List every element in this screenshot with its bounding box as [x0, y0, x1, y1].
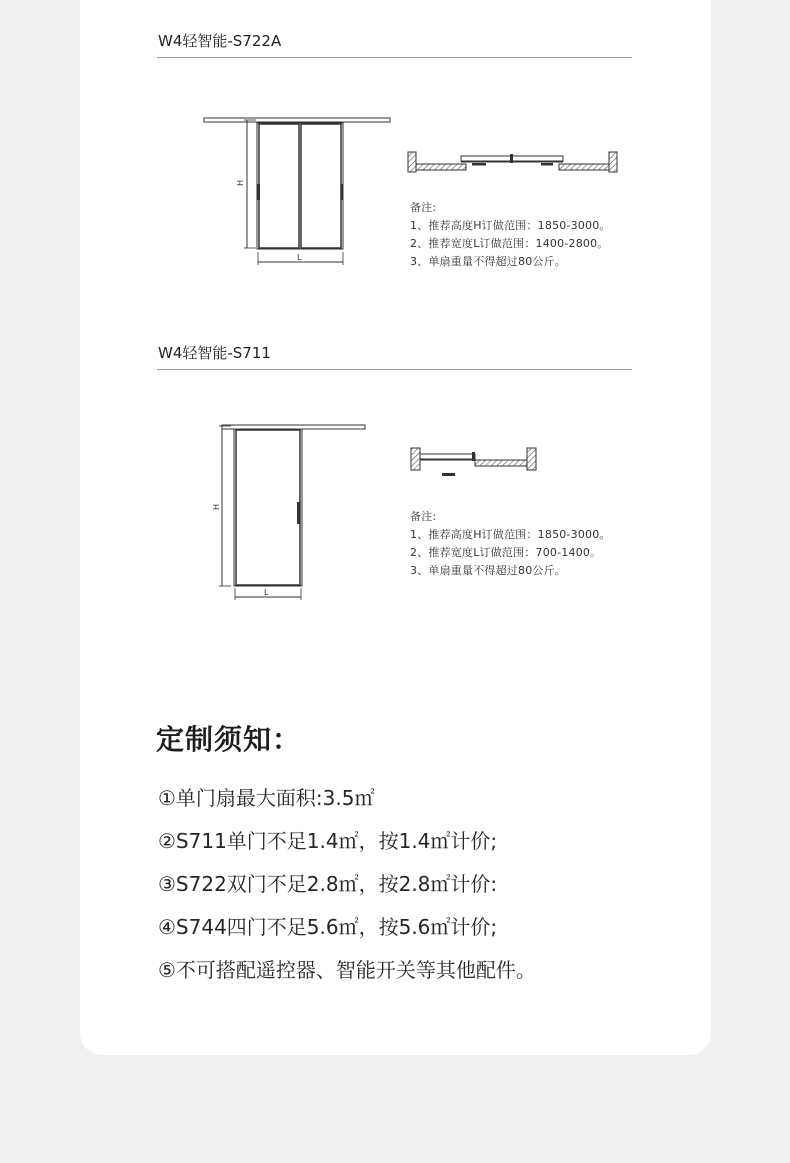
door-elevation-drawing-s711 [205, 420, 375, 605]
dim-l-label: L [297, 253, 302, 262]
note-line: 备注: [410, 201, 437, 214]
note-line: 1、推荐高度H订做范围：1850-3000。 [410, 219, 611, 232]
rule-item: ④S744四门不足5.6㎡，按5.6㎡计价; [158, 915, 498, 939]
dim-h-label: H [236, 179, 245, 186]
section-divider [157, 369, 632, 370]
note-line: 1、推荐高度H订做范围：1850-3000。 [410, 528, 611, 541]
note-line: 3、单扇重量不得超过80公斤。 [410, 564, 566, 577]
rule-item: ⑤不可搭配遥控器、智能开关等其他配件。 [158, 958, 536, 982]
section-title-s722a: W4轻智能-S722A [158, 32, 282, 50]
dim-h-label: H [212, 503, 221, 510]
section-divider [157, 57, 632, 58]
custom-notice-heading: 定制须知： [156, 723, 302, 756]
door-elevation-drawing-s722a [200, 112, 395, 272]
note-line: 2、推荐宽度L订做范围：700-1400。 [410, 546, 602, 559]
door-plan-drawing-s711 [405, 444, 545, 480]
note-line: 2、推荐宽度L订做范围：1400-2800。 [410, 237, 609, 250]
rule-item: ③S722双门不足2.8㎡，按2.8㎡计价: [158, 872, 498, 896]
rule-item: ②S711单门不足1.4㎡，按1.4㎡计价; [158, 829, 498, 853]
rule-item: ①单门扇最大面积:3.5㎡ [158, 786, 375, 810]
notes-s711 [410, 508, 611, 580]
section-title-s711: W4轻智能-S711 [158, 344, 271, 362]
note-line: 3、单扇重量不得超过80公斤。 [410, 255, 566, 268]
dim-l-label: L [264, 588, 269, 597]
door-plan-drawing-s722a [405, 148, 620, 180]
note-line: 备注: [410, 510, 437, 523]
notes-s722a [410, 199, 611, 271]
